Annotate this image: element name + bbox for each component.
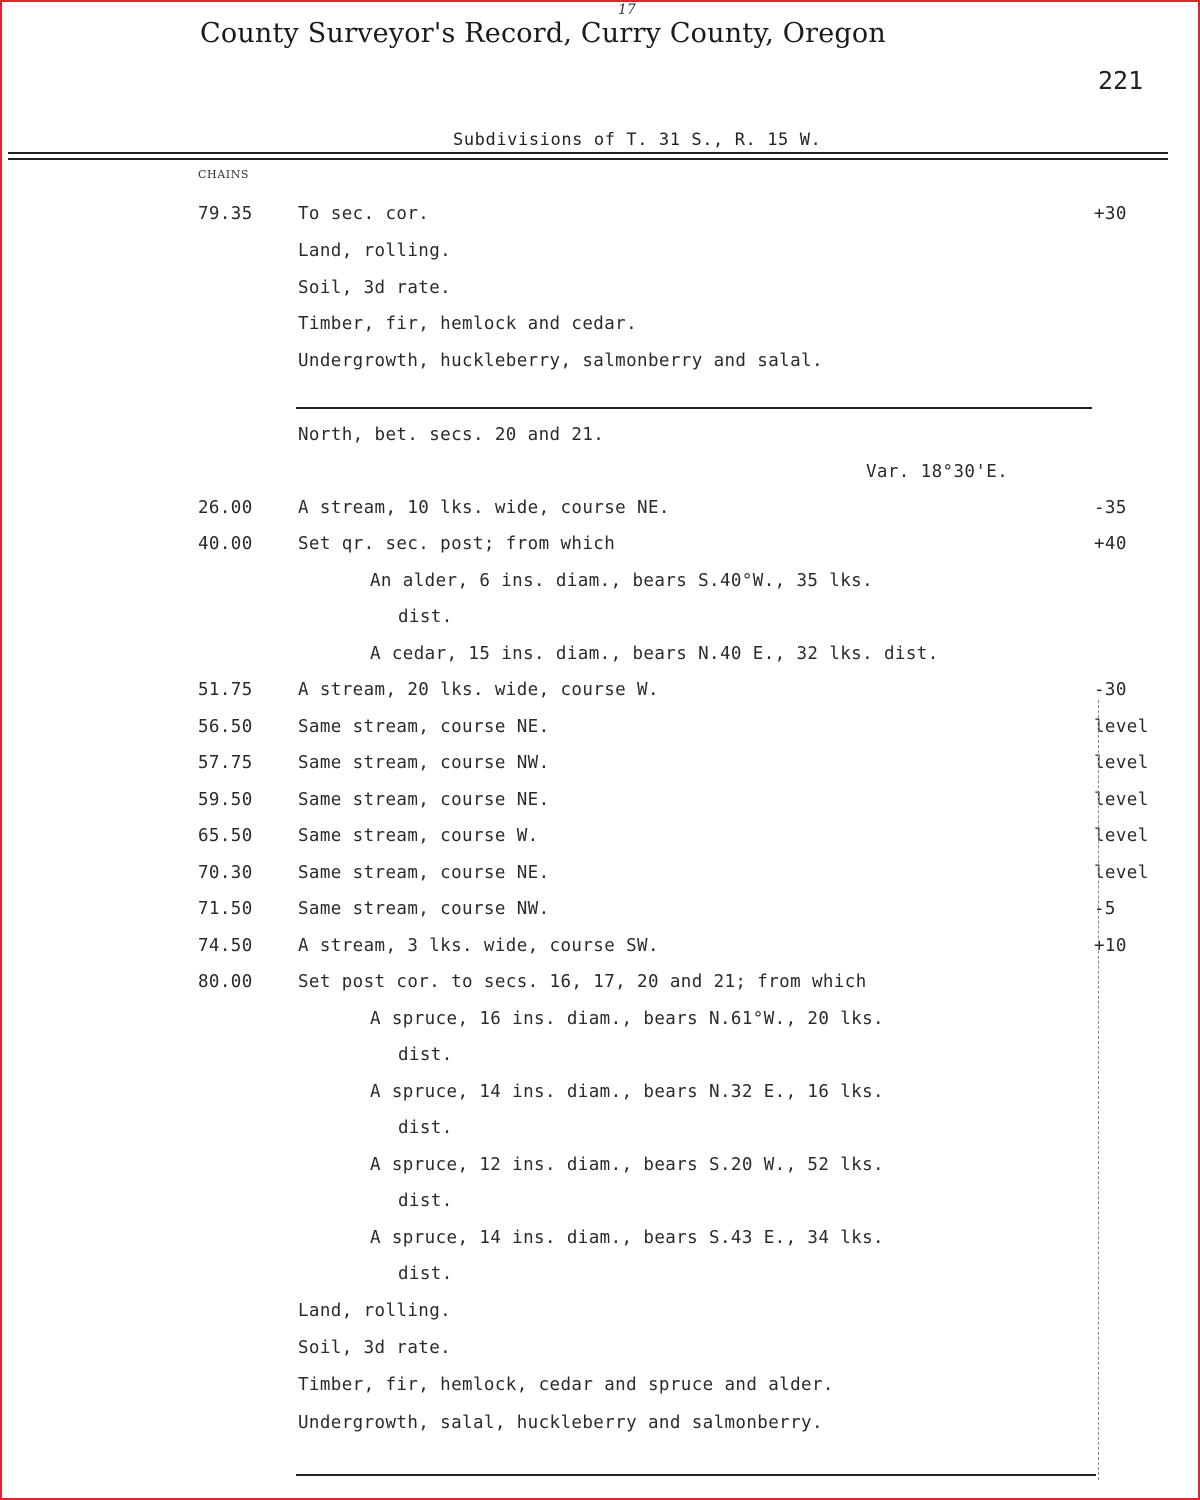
header-rule-bottom: [8, 158, 1168, 160]
entry-chain: 57.75: [198, 753, 253, 773]
entry-text: A stream, 20 lks. wide, course W.: [298, 680, 659, 700]
page-title: County Surveyor's Record, Curry County, Oregon: [200, 18, 886, 49]
elevation-column-line: [1098, 700, 1099, 1480]
entry-text: A stream, 10 lks. wide, course NE.: [298, 498, 670, 518]
entry-elevation: level: [1094, 753, 1149, 773]
entry-elevation: -5: [1094, 899, 1116, 919]
entry-chain: 65.50: [198, 826, 253, 846]
entry-text: A stream, 3 lks. wide, course SW.: [298, 936, 659, 956]
entry-elevation: level: [1094, 717, 1149, 737]
magnetic-variation: Var. 18°30'E.: [866, 462, 1009, 482]
entry-text: Same stream, course NE.: [298, 717, 550, 737]
entry-elevation: level: [1094, 790, 1149, 810]
entry-text: Same stream, course NE.: [298, 863, 550, 883]
bearing-tree-line: dist.: [398, 1045, 453, 1065]
entry-chain: 26.00: [198, 498, 253, 518]
entry-text: Same stream, course W.: [298, 826, 539, 846]
entry-elevation: +30: [1094, 204, 1127, 224]
bearing-tree-line: An alder, 6 ins. diam., bears S.40°W., 35 lks.: [370, 571, 874, 591]
entry-chain: 51.75: [198, 680, 253, 700]
bearing-tree-line: dist.: [398, 1264, 453, 1284]
header-rule-top: [8, 152, 1168, 154]
entry-chain: 79.35: [198, 204, 253, 224]
entry-text: Set qr. sec. post; from which: [298, 534, 616, 554]
entry-chain: 80.00: [198, 972, 253, 992]
entry-chain: 40.00: [198, 534, 253, 554]
entry-chain: 74.50: [198, 936, 253, 956]
entry-elevation: +10: [1094, 936, 1127, 956]
entry-text: Set post cor. to secs. 16, 17, 20 and 21; from which: [298, 972, 867, 992]
bearing-tree-line: dist.: [398, 607, 453, 627]
entry-elevation: level: [1094, 826, 1149, 846]
entry-elevation: level: [1094, 863, 1149, 883]
note-line: Soil, 3d rate.: [298, 1338, 452, 1358]
bearing-tree-line: dist.: [398, 1118, 453, 1138]
note-line: Soil, 3d rate.: [298, 278, 452, 298]
entry-chain: 70.30: [198, 863, 253, 883]
entry-chain: 71.50: [198, 899, 253, 919]
note-line: Undergrowth, salal, huckleberry and salmonberry.: [298, 1413, 823, 1433]
section-divider: [296, 1474, 1096, 1476]
note-line: Timber, fir, hemlock and cedar.: [298, 314, 638, 334]
entry-text: Same stream, course NW.: [298, 753, 550, 773]
page-mark: 17: [618, 2, 636, 18]
entry-text: Same stream, course NE.: [298, 790, 550, 810]
line-heading: North, bet. secs. 20 and 21.: [298, 425, 605, 445]
note-line: Land, rolling.: [298, 1301, 452, 1321]
section-divider: [296, 407, 1092, 409]
note-line: Undergrowth, huckleberry, salmonberry and salal.: [298, 351, 823, 371]
entry-chain: 56.50: [198, 717, 253, 737]
entry-elevation: -35: [1094, 498, 1127, 518]
entry-chain: 59.50: [198, 790, 253, 810]
entry-text: To sec. cor.: [298, 204, 430, 224]
page-number: 221: [1098, 66, 1144, 95]
bearing-tree-line: A spruce, 14 ins. diam., bears N.32 E., 16 lks.: [370, 1082, 884, 1102]
bearing-tree-line: dist.: [398, 1191, 453, 1211]
bearing-tree-line: A spruce, 14 ins. diam., bears S.43 E., 34 lks.: [370, 1228, 884, 1248]
note-line: Timber, fir, hemlock, cedar and spruce and alder.: [298, 1375, 834, 1395]
entry-elevation: +40: [1094, 534, 1127, 554]
page-subtitle: Subdivisions of T. 31 S., R. 15 W.: [453, 130, 822, 150]
bearing-tree-line: A spruce, 12 ins. diam., bears S.20 W., 52 lks.: [370, 1155, 884, 1175]
bearing-tree-line: A spruce, 16 ins. diam., bears N.61°W., 20 lks.: [370, 1009, 884, 1029]
entry-text: Same stream, course NW.: [298, 899, 550, 919]
note-line: Land, rolling.: [298, 241, 452, 261]
bearing-tree-line: A cedar, 15 ins. diam., bears N.40 E., 32 lks. dist.: [370, 644, 939, 664]
chains-column-label: CHAINS: [198, 168, 250, 181]
entry-elevation: -30: [1094, 680, 1127, 700]
